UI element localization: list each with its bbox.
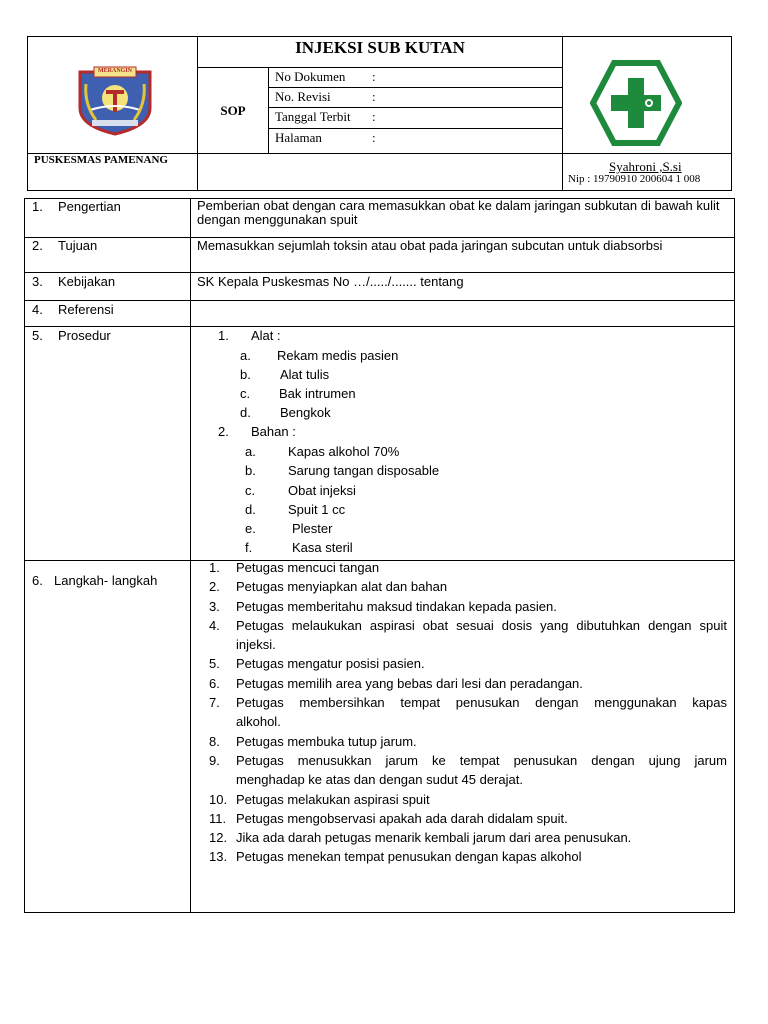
step-text: Petugas mengatur posisi pasien. — [236, 656, 425, 671]
row-langkah-label: Langkah- langkah — [54, 573, 158, 588]
step-num: 12. — [209, 830, 228, 845]
row-prosedur-label: Prosedur — [58, 328, 111, 343]
row-pengertian-num: 1. — [32, 199, 43, 214]
step-text: Jika ada darah petugas menarik kembali jarum dari area penusukan. — [236, 830, 632, 845]
row-kebijakan-label: Kebijakan — [58, 274, 116, 289]
field-halaman-sep: : — [372, 130, 376, 145]
step-num: 9. — [209, 753, 220, 768]
list-item-num: e. — [245, 521, 256, 536]
step-num: 13. — [209, 849, 228, 864]
step-text: Petugas membersihkan tempat penusukan dengan menggunakan kapas — [236, 695, 727, 710]
step-text-cont: alkohol. — [236, 714, 281, 729]
signer-nip: Nip : 19790910 200604 1 008 — [568, 173, 701, 185]
list-item: Kasa steril — [292, 540, 353, 555]
list-item-num: c. — [240, 386, 251, 401]
step-text: Petugas menusukkan jarum ke tempat penusukan dengan ujung jarum — [236, 753, 727, 768]
field-no-revisi-sep: : — [372, 89, 376, 104]
row-pengertian-text: Pemberian obat dengan cara memasukkan obat ke dalam jaringan subkutan di bawah kulit dengan menggunakan spuit — [197, 198, 720, 227]
step-num: 2. — [209, 579, 220, 594]
step-text: Petugas mencuci tangan — [236, 560, 380, 575]
field-tanggal-terbit-label: Tanggal Terbit — [275, 109, 351, 124]
step-text: Petugas menekan tempat penusukan dengan kapas alkohol — [236, 849, 582, 864]
field-no-dokumen-label: No Dokumen — [275, 69, 346, 84]
step-num: 6. — [209, 676, 220, 691]
prosedur-group-title: Alat : — [251, 328, 281, 343]
step-num: 3. — [209, 599, 220, 614]
step-num: 4. — [209, 618, 220, 633]
step-num: 7. — [209, 695, 220, 710]
page-title: INJEKSI SUB KUTAN — [295, 38, 465, 57]
step-num: 8. — [209, 734, 220, 749]
list-item-num: b. — [245, 463, 256, 478]
row-prosedur-num: 5. — [32, 328, 43, 343]
list-item: Bengkok — [280, 405, 331, 420]
step-num: 1. — [209, 560, 220, 575]
list-item: Sarung tangan disposable — [288, 463, 440, 478]
list-item-num: d. — [240, 405, 251, 420]
row-kebijakan-num: 3. — [32, 274, 43, 289]
list-item: Spuit 1 cc — [288, 502, 346, 517]
list-item: Kapas alkohol 70% — [288, 444, 400, 459]
list-item-num: b. — [240, 367, 251, 382]
list-item-num: c. — [245, 483, 256, 498]
list-item: Bak intrumen — [279, 386, 356, 401]
step-text-cont: injeksi. — [236, 637, 276, 652]
row-kebijakan-text: SK Kepala Puskesmas No …/...../....... tentang — [197, 274, 464, 289]
prosedur-group-title: Bahan : — [251, 424, 296, 439]
list-item-num: f. — [245, 540, 253, 555]
field-no-dokumen-sep: : — [372, 69, 376, 84]
list-item-num: a. — [245, 444, 256, 459]
row-langkah-num: 6. — [32, 573, 43, 588]
step-text: Petugas memilih area yang bebas dari lesi dan peradangan. — [236, 676, 583, 691]
step-text: Petugas melakukan aspirasi spuit — [236, 792, 430, 807]
list-item: Plester — [292, 521, 333, 536]
step-text: Petugas mengobservasi apakah ada darah didalam spuit. — [236, 811, 568, 826]
list-item-num: a. — [240, 348, 251, 363]
emblem-label: MERANGIN — [98, 68, 132, 74]
regency-emblem-icon — [74, 64, 156, 136]
step-num: 5. — [209, 656, 220, 671]
org-name: PUSKESMAS PAMENANG — [34, 154, 168, 166]
list-item: Alat tulis — [280, 367, 330, 382]
step-num: 11. — [209, 811, 227, 826]
field-tanggal-terbit-sep: : — [372, 109, 376, 124]
prosedur-group-num: 1. — [218, 328, 229, 343]
signer-name: Syahroni ,S.si — [609, 159, 682, 174]
step-text: Petugas melaukukan aspirasi obat sesuai dosis yang dibutuhkan dengan spuit — [236, 618, 727, 633]
step-text-cont: menghadap ke atas dan dengan sudut 45 derajat. — [236, 772, 523, 787]
row-tujuan-label: Tujuan — [58, 238, 98, 253]
row-tujuan-text: Memasukkan sejumlah toksin atau obat pada jaringan subcutan untuk diabsorbsi — [197, 238, 663, 253]
row-tujuan-num: 2. — [32, 238, 43, 253]
row-pengertian-label: Pengertian — [58, 199, 121, 214]
list-item: Rekam medis pasien — [277, 348, 399, 363]
field-no-revisi-label: No. Revisi — [275, 89, 331, 104]
step-num: 10. — [209, 792, 228, 807]
prosedur-group-num: 2. — [218, 424, 229, 439]
step-text: Petugas memberitahu maksud tindakan kepada pasien. — [236, 599, 557, 614]
step-text: Petugas membuka tutup jarum. — [236, 734, 417, 749]
field-halaman-label: Halaman — [275, 130, 322, 145]
row-referensi-label: Referensi — [58, 302, 114, 317]
row-referensi-num: 4. — [32, 302, 43, 317]
puskesmas-logo-icon — [590, 60, 682, 146]
sop-label: SOP — [220, 103, 246, 118]
list-item-num: d. — [245, 502, 256, 517]
step-text: Petugas menyiapkan alat dan bahan — [236, 579, 448, 594]
list-item: Obat injeksi — [288, 483, 356, 498]
